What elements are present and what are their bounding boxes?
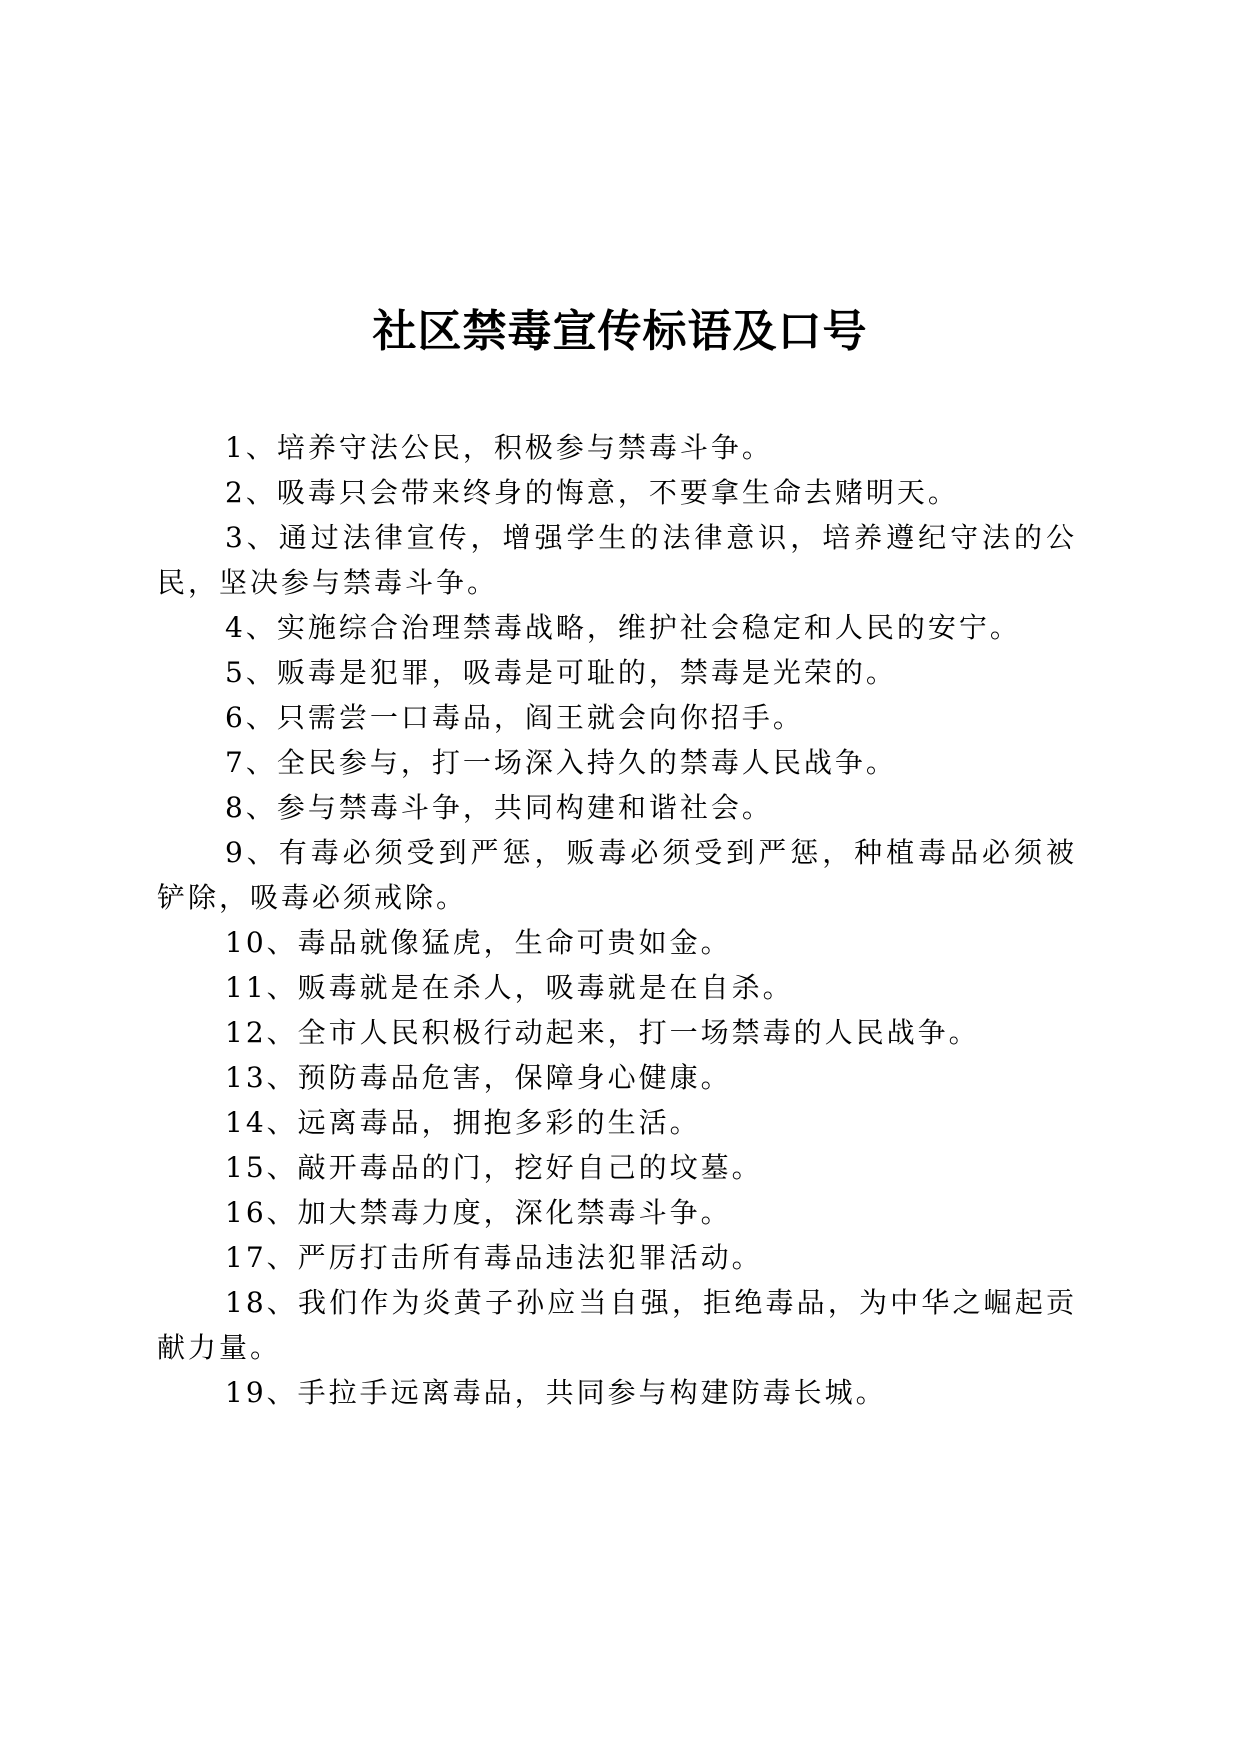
slogan-item-3: 3、通过法律宣传，增强学生的法律意识，培养遵纪守法的公民，坚决参与禁毒斗争。 bbox=[157, 521, 1077, 599]
slogan-item-12: 12、全市人民积极行动起来，打一场禁毒的人民战争。 bbox=[225, 1016, 980, 1049]
slogan-item-7: 7、全民参与，打一场深入持久的禁毒人民战争。 bbox=[225, 746, 897, 779]
slogan-item-19: 19、手拉手远离毒品，共同参与构建防毒长城。 bbox=[225, 1376, 887, 1409]
slogan-item-6: 6、只需尝一口毒品，阎王就会向你招手。 bbox=[225, 701, 804, 734]
slogan-item-9: 9、有毒必须受到严惩，贩毒必须受到严惩，种植毒品必须被铲除，吸毒必须戒除。 bbox=[157, 836, 1077, 914]
slogan-item-4: 4、实施综合治理禁毒战略，维护社会稳定和人民的安宁。 bbox=[225, 611, 1021, 644]
slogan-item-5: 5、贩毒是犯罪，吸毒是可耻的，禁毒是光荣的。 bbox=[225, 656, 897, 689]
slogan-item-10: 10、毒品就像猛虎，生命可贵如金。 bbox=[225, 926, 732, 959]
slogan-item-8: 8、参与禁毒斗争，共同构建和谐社会。 bbox=[225, 791, 773, 824]
document-title: 社区禁毒宣传标语及口号 bbox=[372, 306, 868, 357]
slogan-item-14: 14、远离毒品，拥抱多彩的生活。 bbox=[225, 1106, 701, 1139]
slogan-item-11: 11、贩毒就是在杀人，吸毒就是在自杀。 bbox=[225, 971, 794, 1004]
slogan-list bbox=[157, 425, 1077, 1415]
slogan-item-16: 16、加大禁毒力度，深化禁毒斗争。 bbox=[225, 1196, 732, 1229]
slogan-item-2: 2、吸毒只会带来终身的悔意，不要拿生命去赌明天。 bbox=[225, 476, 959, 509]
slogan-item-18: 18、我们作为炎黄子孙应当自强，拒绝毒品，为中华之崛起贡献力量。 bbox=[157, 1286, 1077, 1364]
slogan-item-17: 17、严厉打击所有毒品违法犯罪活动。 bbox=[225, 1241, 763, 1274]
slogan-item-13: 13、预防毒品危害，保障身心健康。 bbox=[225, 1061, 732, 1094]
slogan-item-1: 1、培养守法公民，积极参与禁毒斗争。 bbox=[225, 431, 773, 464]
slogan-item-15: 15、敲开毒品的门，挖好自己的坟墓。 bbox=[225, 1151, 763, 1184]
